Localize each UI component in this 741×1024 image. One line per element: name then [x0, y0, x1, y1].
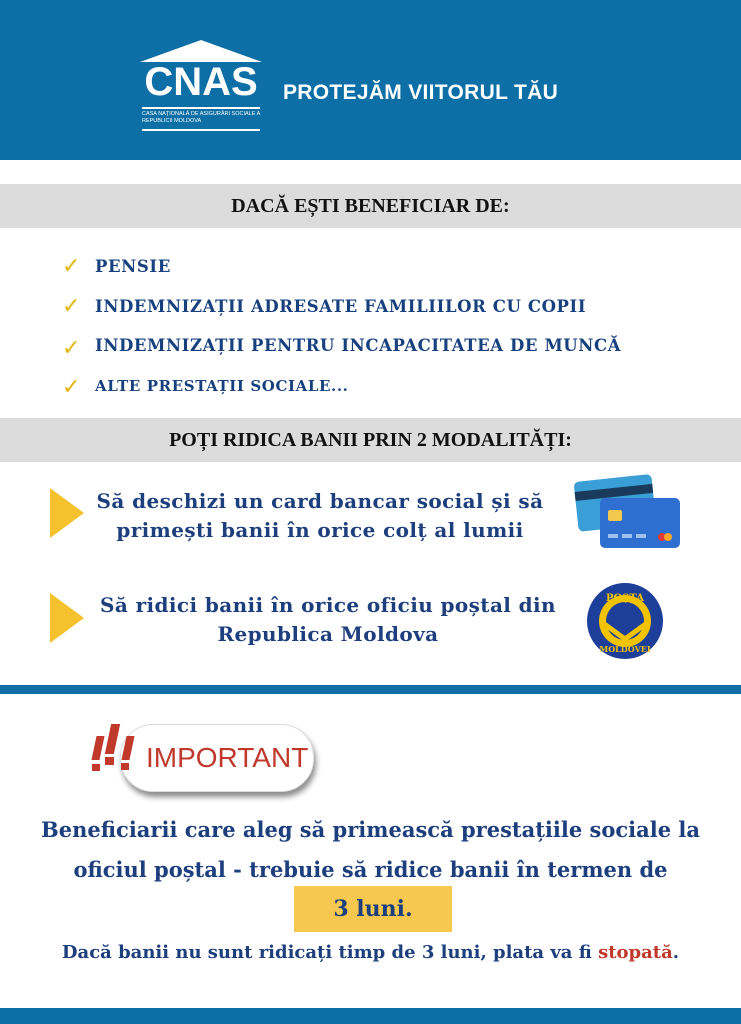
benefit-item: ALTE PRESTAȚII SOCIALE... — [95, 377, 349, 395]
method-option-line: Să ridici banii în orice oficiu poștal din — [100, 593, 556, 617]
logo-divider-top — [142, 107, 260, 109]
important-label: IMPORTANT — [146, 742, 309, 773]
checkmark-icon: ✓ — [62, 336, 81, 361]
method-option-line: primești banii în orice colț al lumii — [116, 518, 524, 542]
method-option-line: Republica Moldova — [217, 622, 439, 646]
deadline-text: 3 luni. — [333, 896, 413, 922]
benefit-item: PENSIE — [95, 257, 171, 276]
logo-roof-shape — [140, 40, 262, 62]
tagline: PROTEJĂM VIITORUL TĂU — [283, 81, 559, 104]
stop-note — [0, 940, 741, 966]
important-text-line: oficiul poștal - trebuie să ridice banii în termen de — [73, 857, 668, 882]
exclamation-dot — [105, 757, 114, 765]
chevron-right-icon — [50, 593, 84, 643]
benefit-item: INDEMNIZAȚII PENTRU INCAPACITATEA DE MUNCĂ — [95, 336, 622, 355]
exclamation-icon — [105, 724, 120, 754]
footer-bar — [0, 1008, 741, 1024]
checkmark-icon: ✓ — [62, 294, 81, 319]
logo-subtitle: CASA NAȚIONALĂ DE ASIGURĂRI SOCIALE A REPUBLICII MOLDOVA — [142, 111, 260, 124]
exclamation-icon — [91, 736, 104, 760]
stop-note-text: Dacă banii nu sunt ridicați timp de 3 luni, plata va fi — [61, 942, 599, 963]
logo-divider-bottom — [142, 129, 260, 131]
bank-cards-icon — [574, 474, 682, 550]
stop-note-emphasis: stopată — [598, 942, 673, 963]
stop-note-end: . — [672, 942, 680, 963]
checkmark-icon: ✓ — [62, 254, 81, 279]
method-option-card — [80, 487, 560, 545]
exclamation-dot — [92, 764, 100, 771]
method-option-post — [80, 591, 576, 649]
posta-logo-top: POȘTA — [605, 593, 645, 604]
checkmark-icon: ✓ — [62, 375, 81, 400]
logo-word: CNAS — [144, 60, 258, 104]
chevron-right-icon — [50, 488, 84, 538]
method-option-line: Să deschizi un card bancar social și să — [96, 489, 544, 513]
posta-logo-bottom: MOLDOVEI — [599, 644, 651, 654]
benefit-item: INDEMNIZAȚII ADRESATE FAMILIILOR CU COPII — [95, 297, 587, 316]
section-divider — [0, 685, 741, 694]
methods-heading: POȚI RIDICA BANII PRIN 2 MODALITĂȚI: — [169, 429, 572, 451]
important-text-line: Beneficiarii care aleg să primească prestațiile sociale la — [41, 817, 700, 842]
beneficiary-heading: DACĂ EȘTI BENEFICIAR DE: — [231, 195, 510, 217]
posta-moldovei-logo — [585, 581, 665, 661]
cnas-logo — [140, 40, 262, 136]
exclamation-dot — [121, 763, 129, 770]
